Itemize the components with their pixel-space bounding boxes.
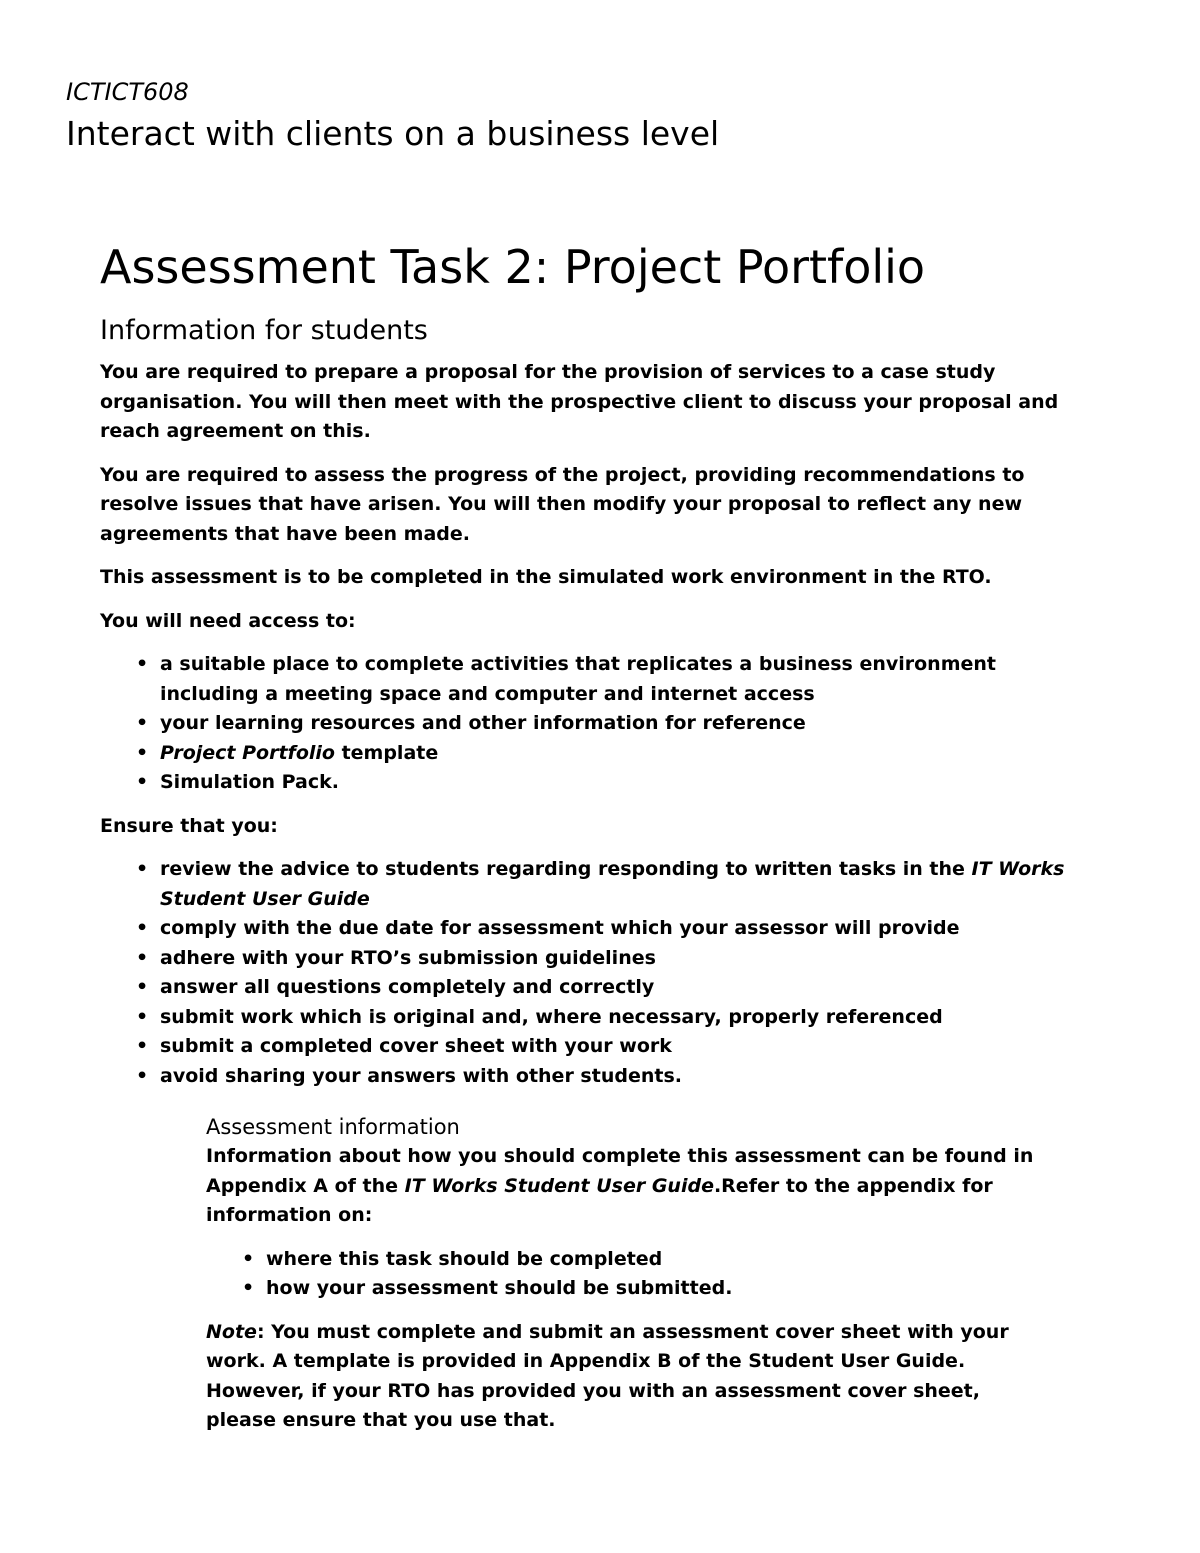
- ensure-list: [100, 855, 1100, 1091]
- bullet-icon: •: [136, 712, 149, 734]
- ensure-intro: Ensure that you:: [100, 814, 278, 837]
- unit-code: ICTICT608: [66, 78, 189, 106]
- list-item: [242, 1274, 1036, 1304]
- bullet-icon: •: [136, 946, 149, 969]
- bullet-icon: •: [136, 1064, 149, 1087]
- bullet-icon: •: [136, 741, 149, 764]
- note-label: Note: [206, 1320, 257, 1343]
- list-item: [136, 973, 1100, 1003]
- bullet-icon: •: [136, 1035, 149, 1057]
- note-text: : You must complete and submit an assessment cover sheet with your work. A template is provided in Appendix B of the Student User Guide. However, if your RTO has provided you with an assessment cover sheet, please ensure that you use that.: [206, 1320, 1009, 1431]
- list-item-text: submit a completed cover sheet with your work: [160, 1035, 672, 1057]
- list-item-text: review the advice to students regarding responding to written tasks in the: [160, 858, 972, 880]
- list-item-text: Simulation Pack.: [160, 771, 339, 793]
- assessment-info-text: .Refer to the appendix for information on:: [206, 1174, 993, 1226]
- list-item-text: a suitable place to complete activities that replicates a business environment including a meeting space and computer and internet access: [160, 653, 996, 705]
- bullet-icon: •: [136, 976, 149, 998]
- list-item: [136, 914, 1100, 944]
- task-title: Assessment Task 2: Project Portfolio: [100, 240, 926, 294]
- list-item-text: avoid sharing your answers with other students.: [160, 1064, 682, 1087]
- template-name: Project Portfolio: [160, 741, 335, 764]
- list-item-text: where this task should be completed: [266, 1247, 663, 1270]
- note-paragraph: [206, 1318, 1036, 1436]
- bullet-icon: •: [136, 1005, 149, 1028]
- assessment-info-text: Information about how you should complete this assessment can be found in Appendix A of the: [206, 1145, 1034, 1197]
- bullet-icon: •: [136, 917, 149, 939]
- list-item-text: your learning resources and other information for reference: [160, 712, 806, 734]
- list-item: [136, 1062, 1100, 1092]
- list-item-text: answer all questions completely and correctly: [160, 976, 655, 998]
- section-heading: Information for students: [100, 315, 428, 346]
- assessment-info-paragraph: [206, 1142, 1036, 1231]
- guide-title: IT Works Student User Guide: [404, 1174, 714, 1197]
- list-item-text: comply with the due date for assessment which your assessor will provide: [160, 917, 960, 939]
- list-item: [136, 650, 1100, 709]
- bullet-icon: •: [136, 653, 149, 675]
- paragraph-environment: This assessment is to be completed in the simulated work environment in the RTO.: [100, 566, 992, 588]
- paragraph-progress: You are required to assess the progress of the project, providing recommendations to resolve issues that have arisen. You will then modify your proposal to reflect any new agreements that have been made.: [100, 463, 1025, 545]
- paragraph-proposal: You are required to prepare a proposal for the provision of services to a case study organisation. You will then meet with the prospective client to discuss your proposal and reach agreement on this.: [100, 361, 1059, 442]
- bullet-icon: •: [136, 858, 149, 880]
- list-item: [136, 1032, 1100, 1062]
- list-item: [136, 739, 1100, 769]
- bullet-icon: •: [242, 1277, 255, 1299]
- list-item: [136, 855, 1100, 914]
- assessment-info-heading: Assessment information: [206, 1115, 460, 1139]
- guide-title: IT Works Student User Guide: [160, 858, 1065, 910]
- list-item-text: adhere with your RTO’s submission guidelines: [160, 946, 656, 969]
- list-item: [242, 1245, 1036, 1275]
- list-item: [136, 768, 1100, 798]
- list-item: [136, 1003, 1100, 1033]
- main-content: [100, 238, 1100, 1450]
- list-item: [136, 709, 1100, 739]
- list-item-text: template: [334, 741, 439, 764]
- bullet-icon: •: [136, 771, 149, 793]
- bullet-icon: •: [242, 1247, 255, 1270]
- list-item: [136, 944, 1100, 974]
- list-item-text: how your assessment should be submitted.: [266, 1277, 733, 1299]
- assessment-info-box: [206, 1113, 1036, 1436]
- list-item-text: submit work which is original and, where necessary, properly referenced: [160, 1005, 943, 1028]
- unit-title: Interact with clients on a business level: [66, 114, 720, 153]
- access-list: [100, 650, 1100, 798]
- assessment-info-list: [206, 1245, 1036, 1304]
- access-intro: You will need access to:: [100, 609, 356, 632]
